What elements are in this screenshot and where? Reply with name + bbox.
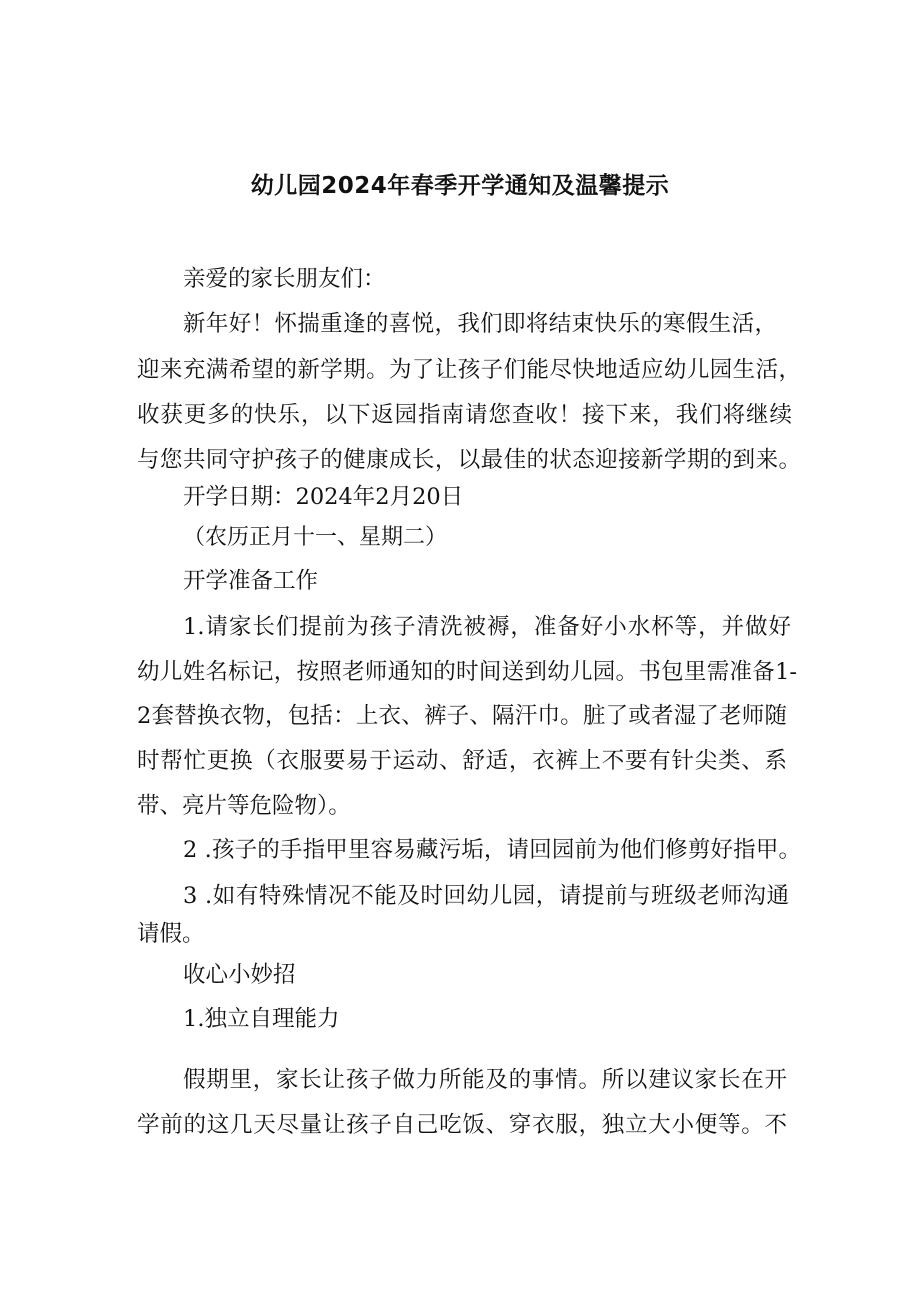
prep-item-2: 2 .孩子的手指甲里容易藏污垢，请回园前为他们修剪好指甲。 [183,837,801,863]
lunar-date: （农历正月十一、星期二） [183,525,448,550]
section-heading-tips: 收心小妙招 [183,962,296,988]
prep-item-1-line: 时帮忙更换（衣服要易于运动、舒适，衣裤上不要有针尖类、系 [137,748,787,774]
prep-item-3-line: 3 .如有特殊情况不能及时回幼儿园，请提前与班级老师沟通 [183,883,789,909]
section-heading-prep: 开学准备工作 [183,568,319,594]
prep-item-1-line: 2套替换衣物，包括：上衣、裤子、隔汗巾。脏了或者湿了老师随 [137,703,787,729]
prep-item-1-line: 带、亮片等危险物）。 [137,793,351,819]
document-title: 幼儿园2024年春季开学通知及温馨提示 [250,173,670,199]
greeting: 亲爱的家长朋友们： [183,266,386,292]
intro-line: 收获更多的快乐，以下返园指南请您查收！接下来，我们将继续 [137,402,792,428]
prep-item-1-line: 1.请家长们提前为孩子清洗被褥，准备好小水杯等，并做好 [183,614,791,640]
intro-line: 迎来充满希望的新学期。为了让孩子们能尽快地适应幼儿园生活， [137,357,801,383]
tip-1-heading: 1.独立自理能力 [183,1006,340,1032]
tip-1-line: 假期里，家长让孩子做力所能及的事情。所以建议家长在开 [183,1067,787,1093]
prep-item-3-line: 请假。 [137,921,205,947]
intro-line: 新年好！怀揣重逢的喜悦，我们即将结束快乐的寒假生活， [183,311,777,337]
intro-line: 与您共同守护孩子的健康成长，以最佳的状态迎接新学期的到来。 [137,447,801,473]
prep-item-1-line: 幼儿姓名标记，按照老师通知的时间送到幼儿园。书包里需准备1- [137,659,797,685]
tip-1-line: 学前的这几天尽量让孩子自己吃饭、穿衣服，独立大小便等。不 [137,1112,787,1138]
start-date: 开学日期：2024年2月20日 [183,484,464,510]
